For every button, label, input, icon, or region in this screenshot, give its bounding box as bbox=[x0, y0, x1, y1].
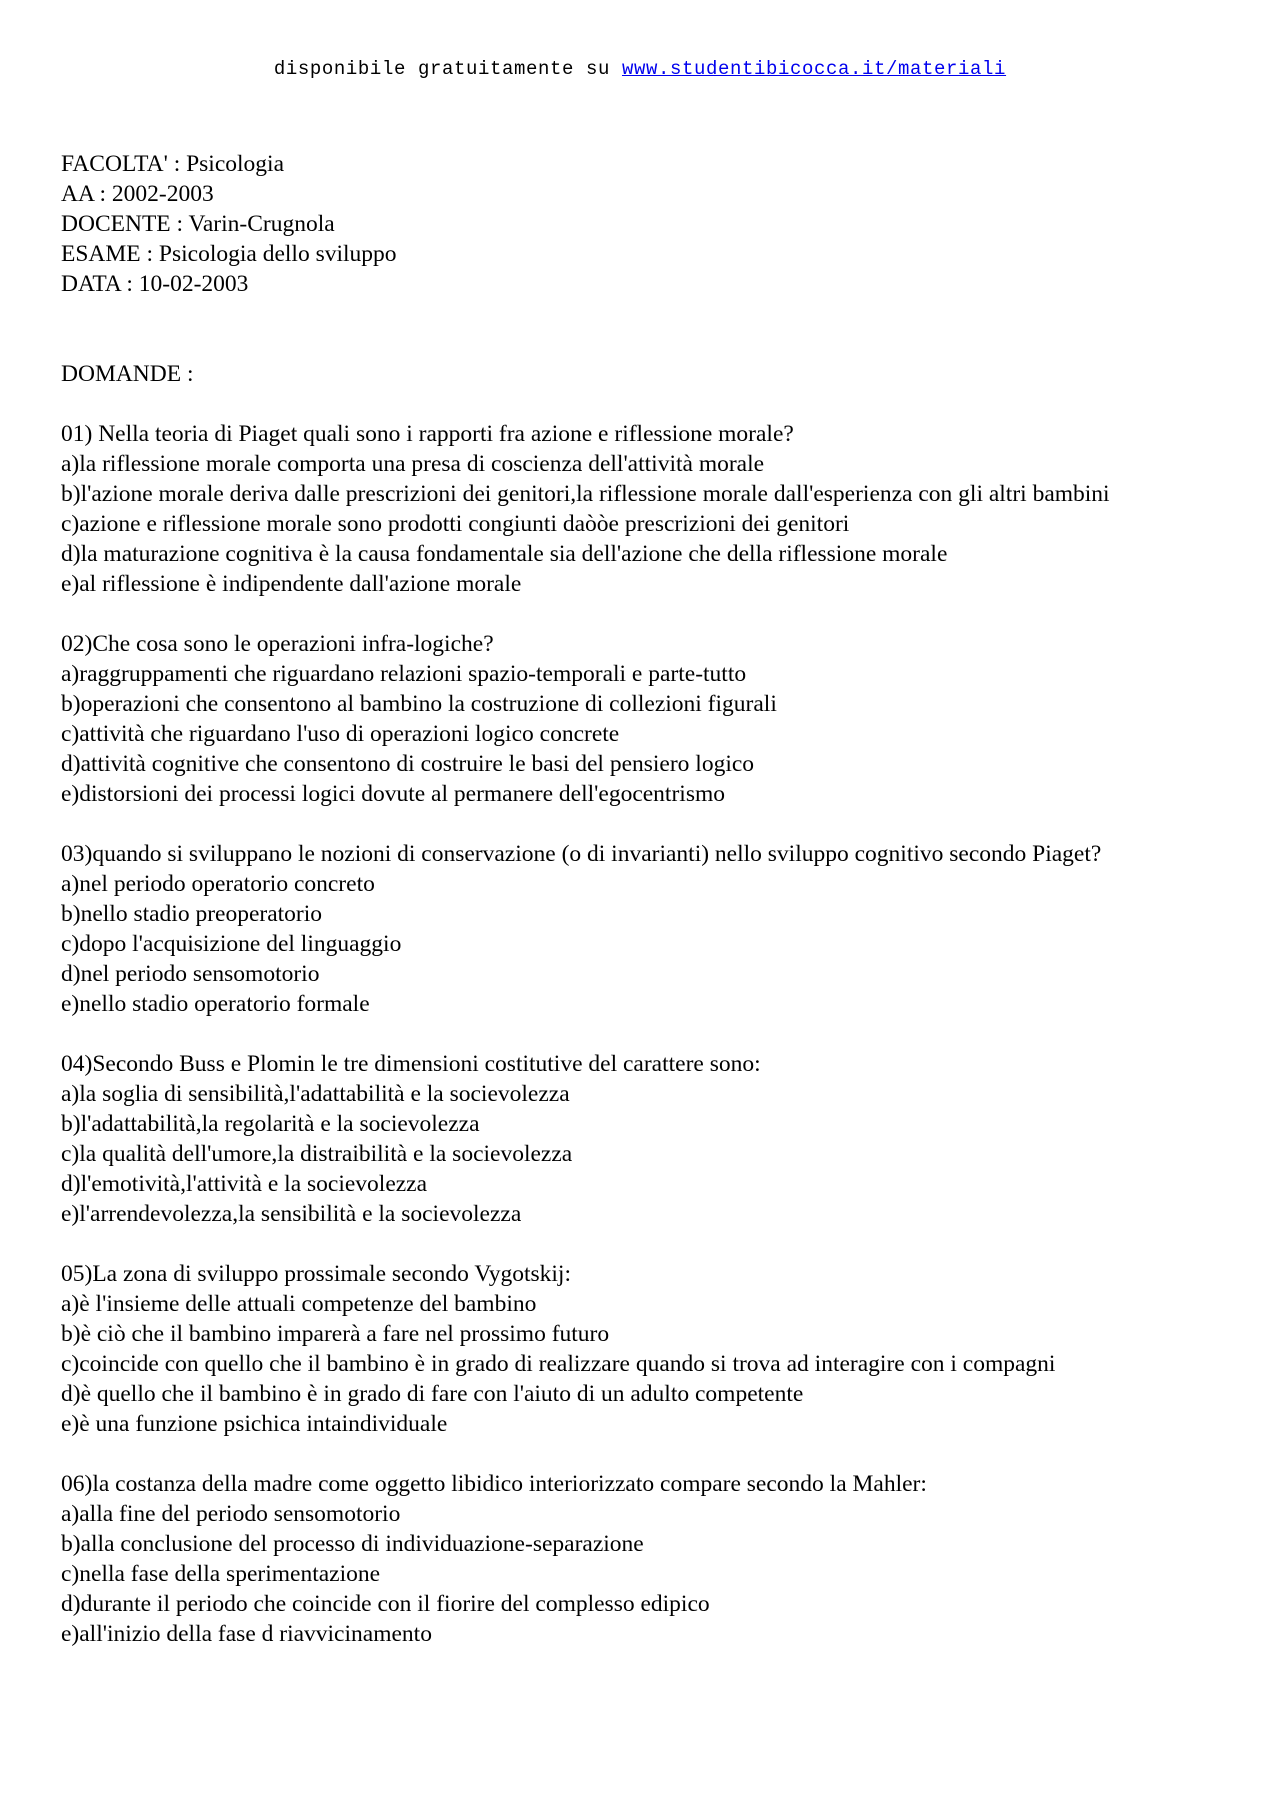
answer-option: e)distorsioni dei processi logici dovute al permanere dell'egocentrismo bbox=[61, 781, 725, 807]
answer-option: a)nel periodo operatorio concreto bbox=[61, 871, 375, 897]
answer-option: b)nello stadio preoperatorio bbox=[61, 901, 323, 927]
answer-option: c)la qualità dell'umore,la distraibilità e la socievolezza bbox=[61, 1141, 573, 1167]
answer-option: d)è quello che il bambino è in grado di fare con l'aiuto di un adulto competente bbox=[61, 1381, 804, 1407]
answer-option: d)durante il periodo che coincide con il fiorire del complesso edipico bbox=[61, 1591, 710, 1617]
answer-option: c)coincide con quello che il bambino è in grado di realizzare quando si trova ad interagire con i compagni bbox=[61, 1351, 1056, 1377]
answer-option: d)attività cognitive che consentono di costruire le basi del pensiero logico bbox=[61, 751, 755, 777]
question-04 bbox=[61, 1049, 1271, 1229]
question-text: 03)quando si sviluppano le nozioni di conservazione (o di invarianti) nello sviluppo cognitivo secondo Piaget? bbox=[61, 841, 1102, 867]
materials-link[interactable]: www.studentibicocca.it/materiali bbox=[622, 58, 1007, 80]
answer-option: a)la riflessione morale comporta una presa di coscienza dell'attività morale bbox=[61, 451, 765, 477]
answer-option: a)è l'insieme delle attuali competenze del bambino bbox=[61, 1291, 537, 1317]
answer-option: e)l'arrendevolezza,la sensibilità e la socievolezza bbox=[61, 1201, 522, 1227]
answer-option: c)attività che riguardano l'uso di operazioni logico concrete bbox=[61, 721, 620, 747]
question-text: 01) Nella teoria di Piaget quali sono i rapporti fra azione e riflessione morale? bbox=[61, 421, 794, 447]
question-text: 05)La zona di sviluppo prossimale secondo Vygotskij: bbox=[61, 1261, 571, 1287]
answer-option: b)l'azione morale deriva dalle prescrizioni dei genitori,la riflessione morale dall'esperienza con gli altri bambini bbox=[61, 481, 1110, 507]
question-02 bbox=[61, 629, 1271, 809]
answer-option: a)la soglia di sensibilità,l'adattabilità e la socievolezza bbox=[61, 1081, 570, 1107]
answer-option: d)l'emotività,l'attività e la socievolezza bbox=[61, 1171, 428, 1197]
question-06 bbox=[61, 1469, 1271, 1649]
info-docente: DOCENTE : Varin-Crugnola bbox=[61, 211, 335, 237]
answer-option: c)nella fase della sperimentazione bbox=[61, 1561, 381, 1587]
info-esame: ESAME : Psicologia dello sviluppo bbox=[61, 241, 397, 267]
answer-option: a)raggruppamenti che riguardano relazioni spazio-temporali e parte-tutto bbox=[61, 661, 747, 687]
question-01 bbox=[61, 419, 1271, 599]
answer-option: b)alla conclusione del processo di individuazione-separazione bbox=[61, 1531, 644, 1557]
answer-option: d)nel periodo sensomotorio bbox=[61, 961, 320, 987]
document-body bbox=[61, 149, 1271, 1679]
answer-option: e)al riflessione è indipendente dall'azione morale bbox=[61, 571, 522, 597]
answer-option: a)alla fine del periodo sensomotorio bbox=[61, 1501, 401, 1527]
answer-option: c)azione e riflessione morale sono prodotti congiunti daòòe prescrizioni dei genitori bbox=[61, 511, 850, 537]
question-text: 02)Che cosa sono le operazioni infra-logiche? bbox=[61, 631, 494, 657]
header-note bbox=[0, 58, 1280, 80]
answer-option: e)all'inizio della fase d riavvicinamento bbox=[61, 1621, 432, 1647]
question-text: 04)Secondo Buss e Plomin le tre dimensioni costitutive del carattere sono: bbox=[61, 1051, 761, 1077]
question-03 bbox=[61, 839, 1271, 1019]
answer-option: e)è una funzione psichica intaindividuale bbox=[61, 1411, 448, 1437]
answer-option: d)la maturazione cognitiva è la causa fondamentale sia dell'azione che della riflessione morale bbox=[61, 541, 948, 567]
info-aa: AA : 2002-2003 bbox=[61, 181, 214, 207]
answer-option: b)è ciò che il bambino imparerà a fare nel prossimo futuro bbox=[61, 1321, 610, 1347]
answer-option: e)nello stadio operatorio formale bbox=[61, 991, 370, 1017]
question-05 bbox=[61, 1259, 1271, 1439]
info-data: DATA : 10-02-2003 bbox=[61, 271, 249, 297]
header-prefix: disponibile gratuitamente su bbox=[273, 58, 610, 80]
info-facolta: FACOLTA' : Psicologia bbox=[61, 151, 285, 177]
question-text: 06)la costanza della madre come oggetto libidico interiorizzato compare secondo la Mahler: bbox=[61, 1471, 927, 1497]
answer-option: c)dopo l'acquisizione del linguaggio bbox=[61, 931, 402, 957]
answer-option: b)l'adattabilità,la regolarità e la socievolezza bbox=[61, 1111, 480, 1137]
domande-heading: DOMANDE : bbox=[61, 361, 194, 387]
answer-option: b)operazioni che consentono al bambino la costruzione di collezioni figurali bbox=[61, 691, 777, 717]
